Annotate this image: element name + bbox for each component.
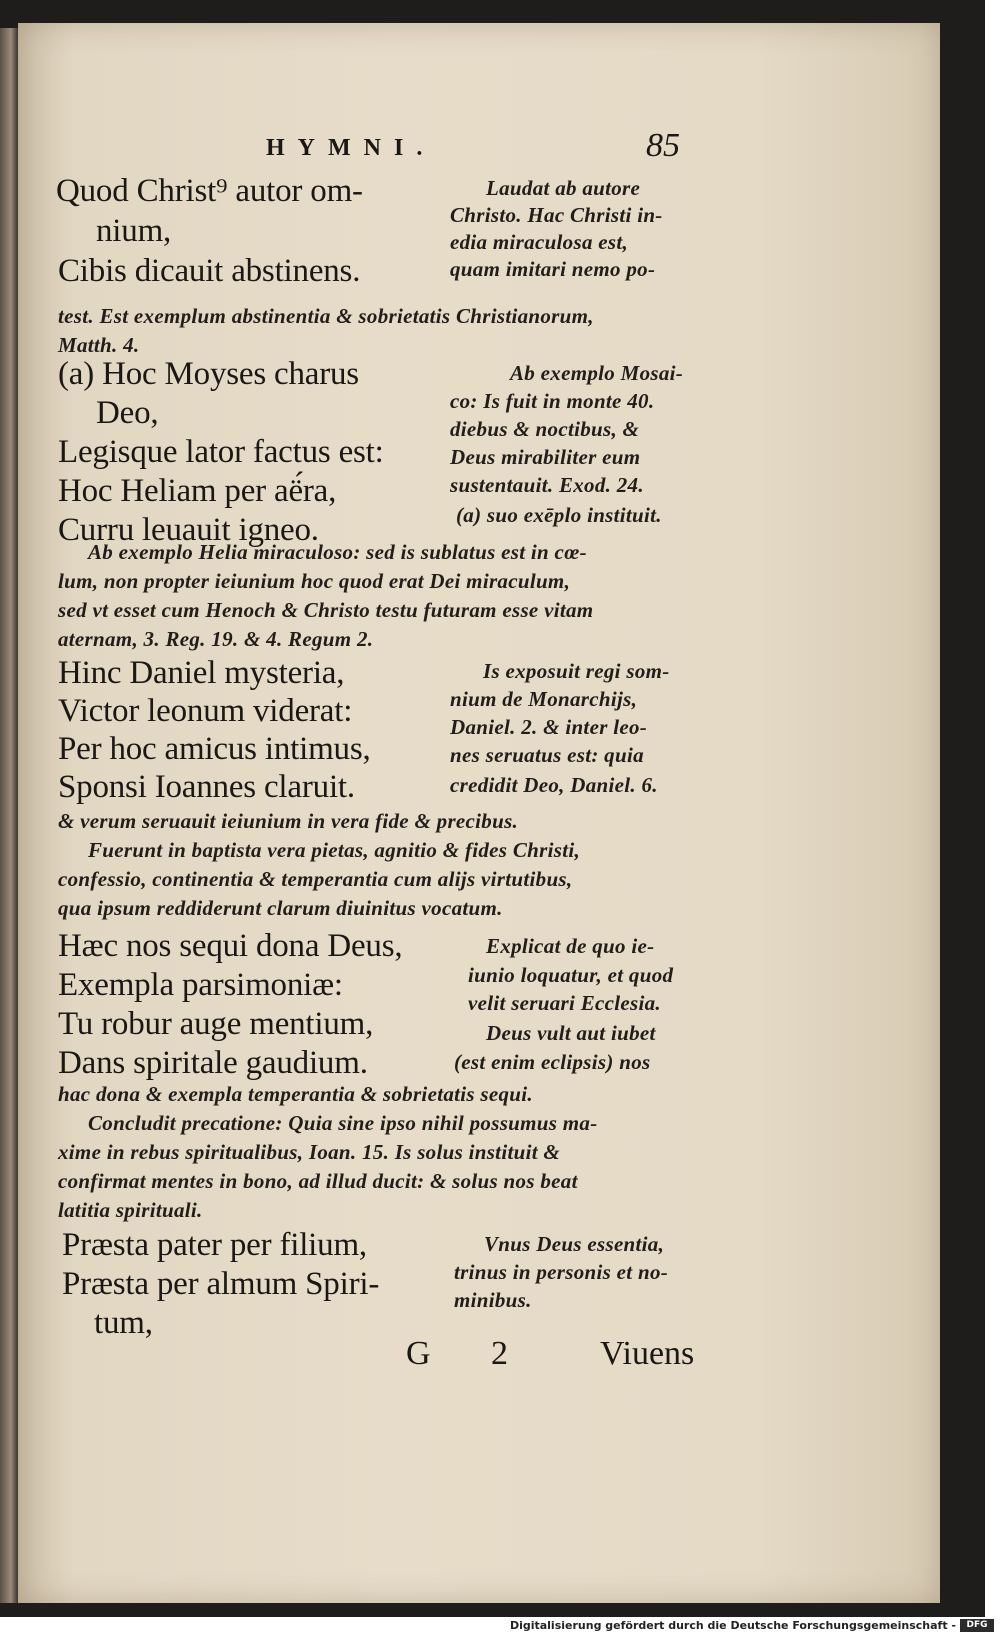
gloss-full-line: Ab exemplo Helia miraculoso: sed is sublatus est in cœ- [88,540,587,564]
gloss-full-line: xime in rebus spiritualibus, Ioan. 15. Is solus instituit & [58,1140,561,1164]
verse-line: Hæc nos sequi dona Deus, [58,928,403,964]
gloss-full-line: latitia spirituali. [58,1198,203,1222]
gloss-line: diebus & noctibus, & [450,417,640,441]
gloss-line: Deus vult aut iubet [486,1021,656,1045]
verse-line: (a) Hoc Moyses charus [58,356,359,392]
verse-line: Curru leuauit igneo. [58,512,319,548]
gloss-line: iunio loquatur, et quod [468,963,674,987]
gloss-line: (a) suo exēplo instituit. [456,503,662,527]
gloss-line: trinus in personis et no- [454,1260,669,1284]
page-number: 85 [646,127,680,164]
verse-line: tum, [94,1305,153,1341]
gloss-line: Is exposuit regi som- [483,659,670,683]
dfg-logo: DFG [960,1619,994,1632]
gloss-full-line: Matth. 4. [58,333,140,357]
gloss-full-line: test. Est exemplum abstinentia & sobrietatis Christianorum, [58,304,594,328]
verse-line: Dans spiritale gaudium. [58,1045,368,1081]
gloss-line: (est enim eclipsis) nos [454,1050,651,1074]
gloss-line: Explicat de quo ie- [486,934,655,958]
gloss-line: sustentauit. Exod. 24. [450,473,644,497]
verse-line: Tu robur auge mentium, [58,1006,374,1042]
verse-line: Victor leonum viderat: [58,693,353,729]
gloss-line: minibus. [454,1288,532,1312]
gloss-full-line: hac dona & exempla temperantia & sobrietatis sequi. [58,1082,533,1106]
gloss-full-line: confessio, continentia & temperantia cum alijs virtutibus, [58,867,573,891]
gloss-full-line: Fuerunt in baptista vera pietas, agnitio & fides Christi, [88,838,581,862]
credit-text: Digitalisierung gefördert durch die Deutsche Forschungsgemeinschaft - [509,1619,956,1632]
gloss-line: Vnus Deus essentia, [484,1232,665,1256]
verse-line: Per hoc amicus intimus, [58,731,371,767]
gloss-line: Daniel. 2. & inter leo- [450,715,648,739]
verse-line: Sponsi Ioannes claruit. [58,769,355,805]
catchword: Viuens [600,1335,695,1372]
gloss-line: quam imitari nemo po- [450,257,656,281]
gloss-line: co: Is fuit in monte 40. [450,389,655,413]
verse-line: Hinc Daniel mysteria, [58,655,345,691]
verse-line: Exempla parsimoniæ: [58,967,343,1003]
gloss-line: Christo. Hac Christi in- [450,203,663,227]
verse-line: Præsta per almum Spiri- [62,1266,380,1302]
book-binding-edge [0,28,18,1603]
gloss-line: Deus mirabiliter eum [450,445,641,469]
gloss-line: velit seruari Ecclesia. [468,991,661,1015]
verse-line: Præsta pater per filium, [62,1227,367,1263]
signature-mark: G 2 [406,1335,535,1372]
running-title: HYMNI. [266,135,436,161]
gloss-line: nium de Monarchijs, [450,687,638,711]
gloss-line: Ab exemplo Mosai- [510,361,684,385]
gloss-line: nes seruatus est: quia [450,743,644,767]
gloss-line: Laudat ab autore [486,176,641,200]
gloss-full-line: Concludit precatione: Quia sine ipso nihil possumus ma- [88,1111,598,1135]
gloss-line: credidit Deo, Daniel. 6. [450,773,658,797]
book-page [18,23,940,1603]
verse-line: Cibis dicauit abstinens. [58,253,361,289]
verse-line: Legisque lator factus est: [58,434,384,470]
verse-line: Quod Christ⁹ autor om- [56,173,363,209]
gloss-full-line: confirmat mentes in bono, ad illud ducit: & solus nos beat [58,1169,578,1193]
gloss-full-line: lum, non propter ieiunium hoc quod erat Dei miraculum, [58,569,571,593]
verse-line: Deo, [96,395,159,431]
verse-line: Hoc Heliam per aë́ra, [58,473,337,509]
verse-line: nium, [96,213,172,249]
gloss-full-line: aternam, 3. Reg. 19. & 4. Regum 2. [58,627,374,651]
gloss-line: edia miraculosa est, [450,230,629,254]
gloss-full-line: qua ipsum reddiderunt clarum diuinitus vocatum. [58,896,503,920]
gloss-full-line: sed vt esset cum Henoch & Christo testu futuram esse vitam [58,598,594,622]
gloss-full-line: & verum seruauit ieiunium in vera fide & precibus. [58,809,519,833]
